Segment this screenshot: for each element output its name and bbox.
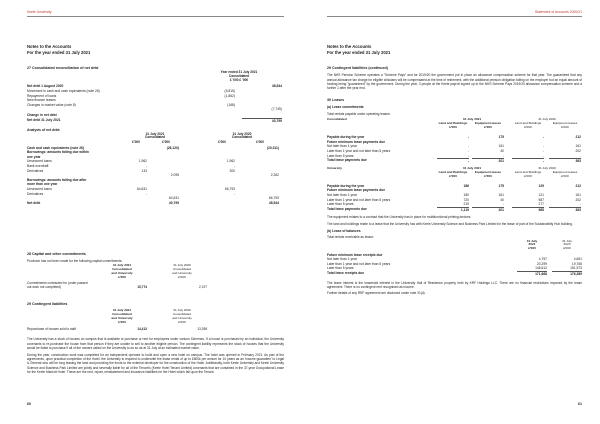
cell-value: 202 — [575, 149, 581, 153]
university-lease-table — [327, 167, 582, 212]
section-intro: Total rentals payable under operating leases: — [327, 111, 391, 116]
cell-value: 40,799 — [168, 200, 179, 205]
cell-value: (26,120) — [166, 145, 179, 150]
col-head-line: Consolidated — [112, 312, 132, 317]
section-heading: 28 Capital and other commitments — [27, 252, 86, 256]
section-heading: 27 Consolidated reconciliation of net debt — [27, 66, 99, 70]
col-head-line: £'000 — [178, 320, 186, 325]
page-title-right — [327, 44, 390, 55]
row-label: Later than 5 years — [327, 153, 354, 158]
cell-value: 48,544 — [271, 84, 282, 89]
col-head-line: and University — [172, 270, 192, 275]
row-label: Unsecured loans — [27, 186, 52, 191]
section-29 — [27, 302, 284, 374]
title-subline: For the year ended 31 July 2021 — [27, 49, 91, 55]
row-label: Changes in market value (note 8) — [27, 102, 76, 107]
cell-value: (1,862) — [224, 93, 235, 98]
row-label: Future minimum lease payments due — [327, 139, 386, 144]
table-row — [327, 271, 582, 276]
row-label: Derivatives — [27, 168, 44, 173]
col-head-line: £'000 — [118, 320, 126, 325]
header-rule — [327, 16, 582, 17]
cell-value: 129 — [538, 183, 544, 188]
row-label: Movement in cash and cash equivalents (note 26) — [27, 89, 100, 93]
year-head: 31 July 2021 — [462, 165, 482, 170]
col-head-line: £'000 — [118, 274, 126, 279]
cell-value: 300 — [229, 168, 235, 173]
cell-value: - — [502, 202, 504, 207]
row-label: Total lease payments due — [327, 206, 367, 211]
title-line: Notes to the Accounts — [327, 44, 372, 49]
cell-value: (5,815) — [224, 89, 235, 93]
col-head-line: 31 July — [562, 238, 572, 243]
cell-value: 2,262 — [270, 173, 279, 178]
lessor-table — [327, 253, 582, 276]
cell-value: 175 — [498, 135, 504, 140]
paragraph: Further details of any RRF agreement are disclosed under note 31(d). — [327, 290, 426, 295]
cell-value: 66,793 — [268, 196, 279, 201]
cell-value: 151,973 — [570, 266, 582, 271]
cell-value: 40 — [500, 149, 504, 153]
row-label: Later than 5 years — [327, 266, 354, 271]
cell-value: (7,745) — [271, 107, 282, 112]
section-28 — [27, 252, 284, 290]
row-label-line: out work not completed) — [27, 285, 62, 290]
row-label: Not later than 1 year — [327, 192, 357, 197]
col-head: Land and Buildings £'000 — [514, 169, 542, 178]
row-label: Borrowings: amounts falling due after — [27, 177, 87, 182]
header-rule — [27, 16, 284, 17]
cell-value: - — [579, 153, 581, 158]
page-number: 61 — [578, 402, 582, 406]
value-2021: 15,774 — [137, 284, 147, 289]
cell-value: 2,095 — [170, 173, 179, 178]
col-head-units: £ '000 £ '000 — [229, 78, 249, 83]
lessor-col-head — [327, 240, 582, 253]
right-page — [300, 0, 600, 424]
year-head: 31 July 2020 — [538, 117, 556, 122]
page-number: 60 — [27, 402, 31, 406]
paragraph: The NHS Pension Scheme operates a "Scheme Pays" and for 2019/20 the government put in place an allowance compensation scheme for that year. The guaranteed that any annual allowance tax charge for eligible clinicians will be compensated at the time of retirement, with the additional pension obligation falling on the employer but an equal amount of funding being "guaranteed" by the government. During the year, 3 people at the Keele payroll signed up to the NHS Scheme Pays 2019/20 allowance compensation scheme and a further 1 after the year end. — [327, 73, 582, 91]
col-head: Equipment leases £'000 — [474, 169, 502, 178]
unit-label: £'000 — [162, 139, 170, 144]
analysis-table — [27, 146, 284, 206]
col-head-line: and University — [172, 316, 192, 321]
cell-value: 161 — [498, 192, 504, 197]
table-row — [327, 158, 582, 163]
cell-value: 176,389 — [552, 271, 582, 277]
cell-value: 64,631 — [136, 186, 147, 191]
col-head-line: 31 July — [526, 238, 538, 243]
unit-label: £'000 — [256, 139, 264, 144]
col-head-line: Consolidated — [172, 312, 192, 317]
running-header-right: Statement of Accounts 2020/21 — [534, 10, 582, 14]
row-label — [27, 281, 88, 289]
row-label: Future minimum lease receipts due — [327, 252, 383, 257]
paragraph: The lease interest is the leasehold interest in the University Hall of Residence property held by KRF Holdings LLC. There are no financial restrictions imposed by the lease agreement. There is no contingent rent recognised as income. — [327, 280, 582, 289]
cell-value: (168) — [227, 102, 235, 107]
title-line: Notes to the Accounts — [27, 44, 72, 49]
cell-value: 1,962 — [138, 159, 147, 164]
cell-value: 277 — [538, 202, 544, 207]
commitments-row — [27, 281, 284, 290]
cell-value: - — [233, 191, 235, 196]
cell-value: 587 — [538, 197, 544, 202]
cell-value: 19,765 — [571, 261, 582, 266]
analysis-col-head — [27, 133, 284, 146]
analysis-col-year: 31 July 2020 — [232, 131, 252, 136]
cell-value: 363 — [549, 158, 581, 164]
contingent-row — [27, 327, 284, 333]
row-label: Future minimum lease payments due — [327, 188, 386, 193]
col-head-line: £'000 — [528, 246, 536, 251]
unit-label: £'000 — [218, 139, 226, 144]
cell-value: - — [145, 191, 147, 196]
row-label: Borrowings: amounts falling due within — [27, 150, 89, 155]
subsection-heading: (b) Lease of balances — [327, 228, 361, 233]
row-label: one year — [27, 154, 41, 159]
col-head-line: £'000 — [563, 246, 571, 251]
analysis-heading: Analysis of net debt: — [27, 128, 61, 133]
cell-value: - — [512, 158, 544, 164]
cell-value: 201 — [472, 207, 504, 213]
col-head-line: 31 July 2020 — [173, 308, 191, 313]
year-head: 31 July 2020 — [538, 165, 556, 170]
row-label: Net debt 31 July 2021 — [27, 117, 61, 122]
cell-value: 186 — [463, 183, 469, 188]
section-heading: 29 Contingent liabilities — [27, 302, 68, 306]
title-subline: For the year ended 31 July 2021 — [327, 49, 391, 55]
row-label: Later than 1 year and not later than 5 years — [327, 149, 391, 153]
row-label: more than one year — [27, 182, 58, 187]
row-label: Payable during the year — [327, 135, 365, 140]
cell-value: - — [437, 158, 469, 164]
col-head: Equipment leases £'000 — [474, 121, 502, 130]
col-head-year: Year ended 31 July 2021 — [220, 70, 258, 75]
section-27 — [27, 66, 284, 205]
analysis-col-entity: Consolidated — [231, 135, 253, 140]
cell-value: 64,631 — [168, 196, 179, 201]
col-head-line: 2021 — [528, 242, 536, 247]
col-head: Equipment leases £'000 — [552, 121, 578, 130]
row-label: Repurchase of houses sold to staff — [27, 327, 77, 332]
col-head: Land and Buildings £'000 — [438, 121, 468, 130]
row-label: Total lease receipts due — [327, 270, 365, 275]
reconciliation-table — [27, 84, 284, 122]
cell-value: 146,612 — [535, 266, 547, 271]
contingent-col-head — [27, 309, 284, 327]
analysis-col-year: 31 July 2021 — [145, 131, 165, 136]
reconciliation-col-head — [27, 70, 284, 84]
page-title-left — [27, 44, 90, 55]
cell-value: 4,757 — [538, 257, 547, 262]
commitments-col-head — [27, 264, 284, 281]
cell-value: 1,119 — [437, 207, 469, 213]
cell-value: 40,799 — [242, 118, 282, 124]
row-label: Unsecured loans — [27, 159, 52, 164]
row-label: Net debt — [27, 200, 41, 205]
row-label: Bank overdraft — [27, 163, 49, 168]
col-head: Equipment leases £'000 — [552, 169, 578, 178]
row-label: Derivatives — [27, 191, 44, 196]
col-head-line: and University — [111, 270, 133, 275]
col-head-entity: Consolidated — [228, 74, 250, 79]
cell-value: 4,651 — [573, 257, 582, 262]
section-intro: Provision has not been made for the following capital commitments: — [27, 259, 123, 264]
paragraph: During the year, construction work was completed for an independent operator to build and open a new hotel on campus. The hotel was opened in February 2021. As part of the agreements, upon practical completion of the Hotel, the University is required to underwrite the lease rental of up to £800k per annum for 10 years as an 'income guarantee' to Legal & General who will be long leasing the land and providing the funds to the external developer for the construction of the Hotel. Additionally, both Keele University and Keele University Science and Business Park Limited are jointly and severally liable for all of the Tenant's (Keele Hotel Tenant Limited) covenants that are contained in the 37-year Occupational Lease for the Keele Marriott Hotel. These are the rent, repair, reinstatement and insurance liabilities for the Hotel which fall upon the Tenant. — [27, 353, 284, 374]
cell-value: - — [467, 149, 469, 153]
paragraph: The equipment relates to a contract that the University has in place for multifunctional printing devices. — [327, 215, 472, 220]
cell-value: - — [542, 144, 544, 149]
cell-value: 363 — [549, 207, 581, 213]
row-label: Total lease payments due — [327, 158, 367, 163]
cell-value: - — [502, 153, 504, 158]
table-label: University — [327, 165, 342, 170]
value-2020: 2,197 — [199, 284, 207, 289]
cell-value: 66,793 — [224, 186, 235, 191]
value-2020: 13,398 — [197, 327, 207, 332]
col-head: Land and Buildings £'000 — [514, 121, 542, 130]
paragraph: The land and buildings relate to a lease that the University has with Keele University Science and Business Park Limited for the lease of part of the Sustainability Hub building. — [327, 221, 573, 226]
section-heading: 29 Contingent liabilities (continued) — [327, 66, 388, 70]
cell-value: - — [579, 202, 581, 207]
section-heading: 30 Leases — [327, 98, 345, 102]
table-row — [327, 207, 582, 212]
cell-value: 175 — [498, 183, 504, 188]
cell-value: - — [542, 135, 544, 140]
section-30 — [327, 98, 582, 295]
row-label: New finance leases — [27, 98, 56, 103]
cell-value: - — [542, 153, 544, 158]
cell-value: 161 — [575, 192, 581, 197]
row-label: Cash and cash equivalents (note 26) — [27, 145, 84, 150]
section-29-continued — [327, 66, 582, 90]
row-label: Change in net debt — [27, 112, 57, 117]
row-label: Repayment of loans — [27, 93, 57, 98]
cell-value: 161 — [498, 144, 504, 149]
subsection-heading: (a) Lease commitments — [327, 105, 364, 110]
cell-value: 40 — [500, 197, 504, 202]
table-row — [27, 107, 284, 112]
cell-value: - — [233, 163, 235, 168]
col-head-line: £'000 — [178, 274, 186, 279]
cell-value: - — [145, 163, 147, 168]
cell-value: 212 — [575, 183, 581, 188]
row-label: Later than 1 year and not later than 5 years — [327, 197, 391, 202]
cell-value: 180 — [463, 192, 469, 197]
cell-value: - — [542, 149, 544, 153]
cell-value: 720 — [463, 197, 469, 202]
cell-value: - — [467, 144, 469, 149]
running-header-left: Keele University — [27, 10, 52, 14]
cell-value: 133 — [141, 168, 147, 173]
unit-label: £'000 — [132, 139, 140, 144]
cell-value: 202 — [575, 197, 581, 202]
table-label: Consolidated — [327, 117, 347, 122]
analysis-col-entity: Consolidated — [144, 135, 166, 140]
col-head-line: 31 July 2021 — [112, 308, 132, 313]
col-head-line: Consolidated — [172, 266, 192, 271]
cell-value: 985 — [512, 207, 544, 213]
section-intro: Total rentals receivable as lessor: — [327, 235, 375, 240]
col-head-line: 2020 — [563, 242, 571, 247]
lease-col-head — [327, 167, 582, 184]
cell-value: - — [467, 153, 469, 158]
col-head-line: Consolidated — [112, 266, 132, 271]
cell-value: (20,311) — [266, 145, 279, 150]
consolidated-lease-table — [327, 118, 582, 163]
paragraph: The University has a stock of houses on campus that is available to purchase or rent for employees under various Schemes. If a house is purchased by an individual, the University covenants to re-purchase the house from that person if they are unable to sell to another eligible person. The contingent liability represents the stock of houses that the University would be liable to purchase if all of the owners called on the University to do so as at 31 July at an estimated market value. — [27, 337, 284, 350]
cell-value: - — [467, 135, 469, 140]
cell-value: 121 — [538, 192, 544, 197]
cell-value: 212 — [575, 135, 581, 140]
col-head-line: 31 July 2021 — [112, 262, 132, 267]
row-label: Later than 5 years — [327, 202, 354, 207]
value-2021: 14,413 — [137, 327, 147, 332]
row-label: Not later than 1 year — [327, 144, 357, 149]
cell-value: 161 — [575, 144, 581, 149]
lease-col-head — [327, 118, 582, 135]
row-label: Payable during the year — [327, 183, 365, 188]
cell-value: 1,962 — [226, 159, 235, 164]
cell-value: 48,544 — [268, 200, 279, 205]
cell-value: 201 — [472, 158, 504, 164]
row-label: Net debt 1 August 2020 — [27, 84, 64, 89]
col-head-line: 31 July 2020 — [173, 262, 191, 267]
table-row — [27, 201, 284, 206]
col-head-line: and University — [111, 316, 133, 321]
row-label-line: Commitments contracted for (order passed — [27, 280, 88, 285]
row-label: Later than 1 year and not later than 5 years — [327, 261, 391, 266]
year-head: 31 July 2021 — [462, 117, 482, 122]
cell-value: 219 — [463, 202, 469, 207]
row-label: Not later than 1 year — [327, 257, 357, 262]
cell-value: 171,668 — [517, 271, 547, 277]
table-row — [27, 118, 284, 123]
col-head: Land and Buildings £'000 — [438, 169, 468, 178]
cell-value: 20,299 — [536, 261, 547, 266]
